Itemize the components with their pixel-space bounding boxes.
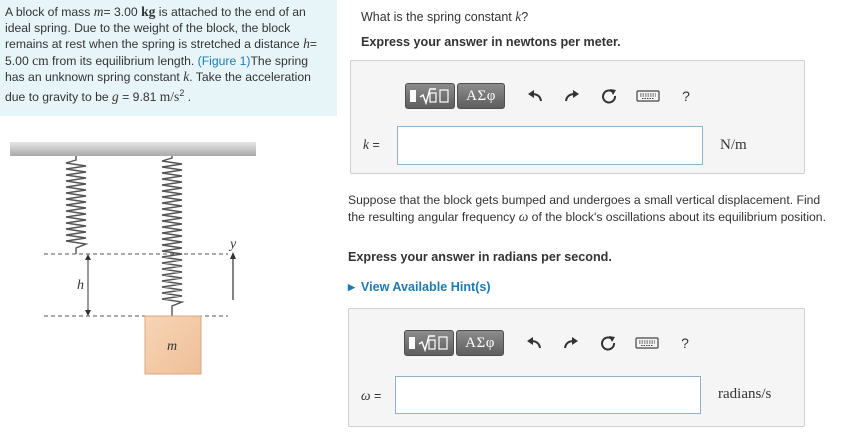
part-b-instruction: Express your answer in radians per second. <box>348 250 612 264</box>
h-label: h <box>77 278 84 293</box>
k-variable-label: k = <box>363 137 380 152</box>
part-a-question: What is the spring constant k? <box>361 9 529 24</box>
greek-symbols-button[interactable]: ΑΣφ <box>456 330 504 356</box>
part-b-answer-panel <box>348 308 805 427</box>
part-b-toolbar <box>404 330 704 356</box>
redo-icon[interactable] <box>561 83 583 109</box>
y-label: y <box>230 237 237 252</box>
block-label: m <box>167 339 178 354</box>
part-b-prompt: Suppose that the block gets bumped and undergoes a small vertical displacement. Find the resulting angular frequency ω of the block's oscillations about its equilibrium position. <box>348 193 826 224</box>
ceiling <box>10 142 256 156</box>
keyboard-icon[interactable] <box>635 83 661 109</box>
help-button[interactable]: ? <box>681 335 689 351</box>
part-a-answer-panel <box>350 60 805 174</box>
problem-statement: A block of mass m= 3.00 kg is attached to the end of an ideal spring. Due to the weight of the block, the block remains at rest when the spring is stretched a distance h= 5.00 cm from its equilibrium length. (Figure 1)The spring has an unknown spring constant k. Take the acceleration due to gravity to be g = 9.81 $m/s^2$ . <box>0 0 337 116</box>
omega-answer-input[interactable] <box>395 376 701 414</box>
greek-symbols-button[interactable]: ΑΣφ <box>457 83 505 109</box>
omega-unit-label: radians/s <box>718 386 772 402</box>
undo-icon[interactable] <box>524 83 546 109</box>
keyboard-icon[interactable] <box>634 330 660 356</box>
figure-link[interactable]: (Figure 1) <box>197 53 251 68</box>
help-button[interactable]: ? <box>682 88 690 104</box>
undo-icon[interactable] <box>523 330 545 356</box>
reset-icon[interactable] <box>598 83 620 109</box>
k-answer-input[interactable] <box>397 126 703 165</box>
view-hints-link[interactable]: ▶ View Available Hint(s) <box>348 280 491 294</box>
right-spring <box>162 156 182 316</box>
reset-icon[interactable] <box>597 330 619 356</box>
part-a-toolbar <box>405 83 705 109</box>
templates-button[interactable] <box>405 83 455 109</box>
templates-button[interactable] <box>404 330 454 356</box>
part-a-instruction: Express your answer in newtons per meter. <box>361 35 621 49</box>
redo-icon[interactable] <box>560 330 582 356</box>
left-spring <box>66 156 86 254</box>
hint-triangle-icon: ▶ <box>348 282 355 292</box>
sqrt-template-icon <box>408 86 452 106</box>
sqrt-template-icon <box>407 333 451 353</box>
spring-figure <box>0 130 340 439</box>
k-unit-label: N/m <box>720 137 747 153</box>
omega-variable-label: ω = <box>361 388 382 403</box>
